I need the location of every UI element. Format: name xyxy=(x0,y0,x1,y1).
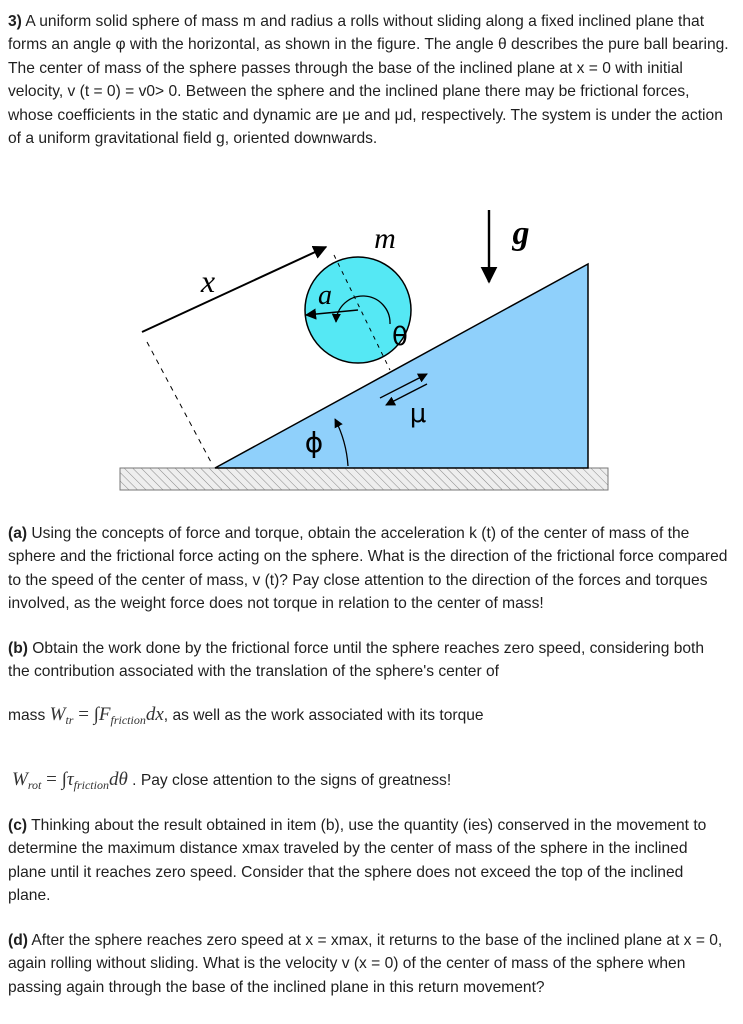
rotation-work-equation: $W_{rot} = \int\tau_{friction}d\theta$ xyxy=(12,769,128,792)
rotation-work-line xyxy=(12,768,734,797)
eq2-suffix: . Pay close attention to the signs of greatness! xyxy=(132,772,452,789)
part-d-label: (d) xyxy=(8,932,28,949)
part-a-label: (a) xyxy=(8,525,28,542)
part-d xyxy=(8,929,730,999)
eq1-prefix: mass xyxy=(8,707,46,724)
friction-label: μ xyxy=(409,399,427,429)
part-b-text: Obtain the work done by the frictional force until the sphere reaches zero speed, considering both the contribution associated with the translation of the sphere's center of xyxy=(8,640,705,681)
rotation-angle-label: θ xyxy=(392,322,408,352)
translation-work-line xyxy=(8,703,730,732)
part-d-text: After the sphere reaches zero speed at x = xmax, it returns to the base of the inclined plane at x = 0, again rolling without sliding. What is the velocity v (x = 0) of the center of mass of the sphere when passing again through the base of the inclined plane in this return movement? xyxy=(8,932,723,996)
problem-number: 3) xyxy=(8,13,22,30)
inclined-plane-figure xyxy=(0,200,743,500)
part-c xyxy=(8,814,730,908)
part-c-text: Thinking about the result obtained in item (b), use the quantity (ies) conserved in the movement to determine the maximum distance xmax traveled by the center of mass of the sphere in the inclined plane until it reaches zero speed. Consider that the sphere does not exceed the top of the inclined plane. xyxy=(8,817,707,905)
part-b xyxy=(8,637,730,684)
part-c-label: (c) xyxy=(8,817,28,834)
incline-angle-label: ϕ xyxy=(304,426,324,459)
problem-intro-text: A uniform solid sphere of mass m and radius a rolls without sliding along a fixed inclined plane that forms an angle φ with the horizontal, as shown in the figure. The angle θ describes the pure ball bearing. The center of mass of the sphere passes through the base of the inclined plane at x = 0 with initial velocity, v (t = 0) = v0> 0. Between the sphere and the inclined plane there may be frictional forces, whose coefficients in the static and dynamic are μe and μd, respectively. The system is under the action of a uniform gravitational field g, oriented downwards. xyxy=(8,13,729,148)
part-a xyxy=(8,522,730,616)
x-arrow xyxy=(142,247,326,332)
part-b-label: (b) xyxy=(8,640,28,657)
mass-label: m xyxy=(374,222,396,255)
gravity-label: g xyxy=(512,215,530,252)
base-dashed-line xyxy=(147,342,212,464)
part-a-text: Using the concepts of force and torque, obtain the acceleration k (t) of the center of mass of the sphere and the frictional force acting on the sphere. What is the direction of the frictional force compared to the speed of the center of mass, v (t)? Pay close attention to the direction of the forces and torques involved, as the weight force does not torque in relation to the center of mass! xyxy=(8,525,728,613)
eq1-suffix: , as well as the work associated with its torque xyxy=(163,707,484,724)
problem-statement xyxy=(8,10,730,150)
ground xyxy=(120,468,608,490)
translation-work-equation: $W_{tr} = \int F_{friction}dx$ xyxy=(49,704,164,727)
distance-label: x xyxy=(200,263,216,299)
radius-label: a xyxy=(318,280,332,311)
